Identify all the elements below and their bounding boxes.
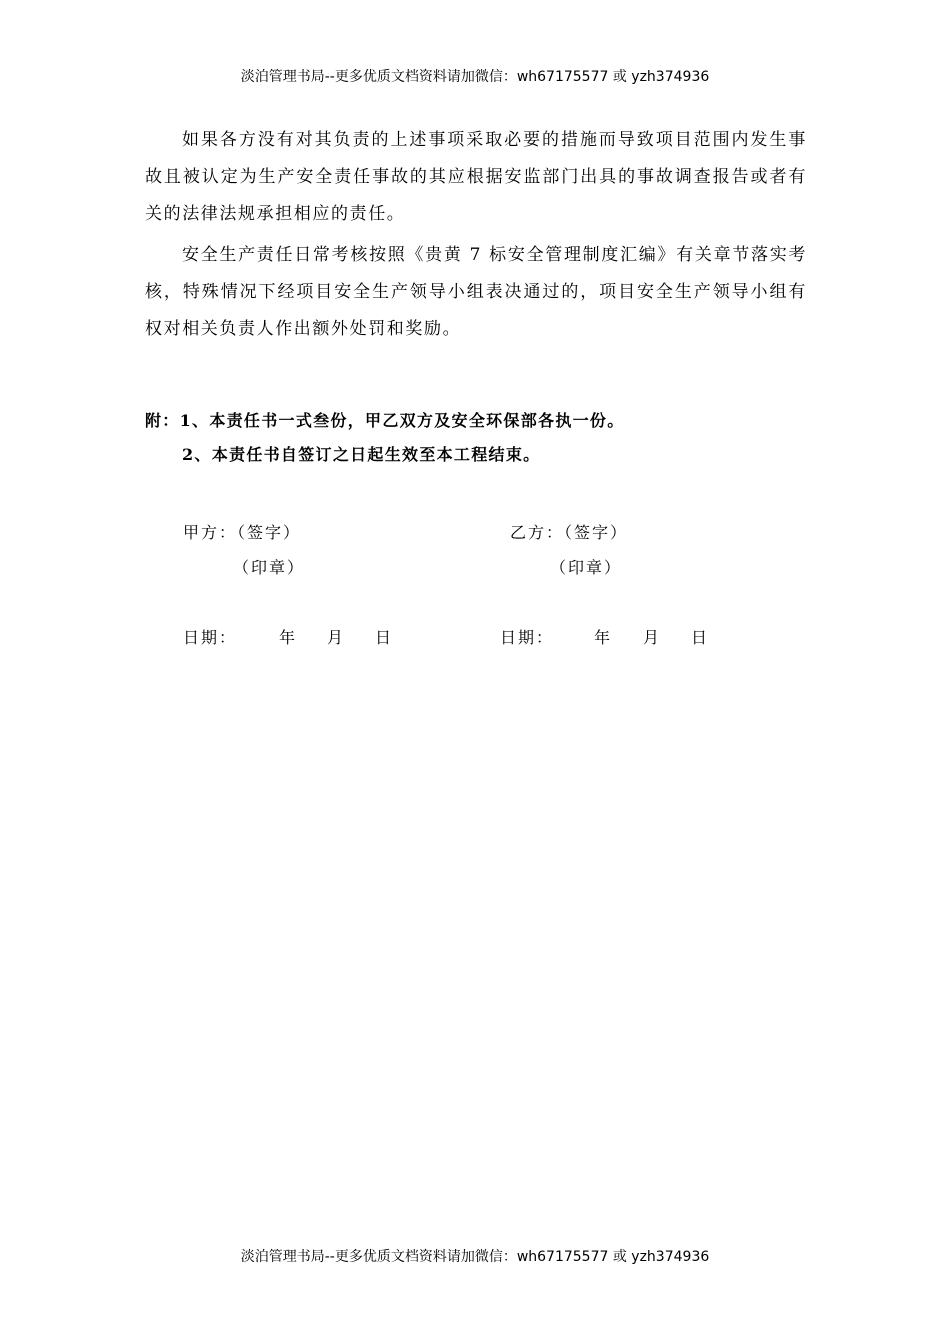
party-b-date-day: 日 bbox=[691, 628, 710, 647]
party-b-seal-label: （印章） bbox=[550, 558, 623, 577]
party-b-date-year: 年 bbox=[594, 628, 613, 647]
party-a-date-label: 日期： bbox=[183, 628, 238, 647]
party-b-signature-label: 乙方：（签字） bbox=[510, 523, 629, 542]
party-a-date-year: 年 bbox=[279, 628, 298, 647]
body-paragraph-liability: 如果各方没有对其负责的上述事项采取必要的措施而导致项目范围内发生事故且被认定为生产安全责任事故的其应根据安监部门出具的事故调查报告或者有关的法律法规承担相应的责任。 bbox=[145, 130, 807, 224]
body-paragraph-assessment: 安全生产责任日常考核按照《贵黄 7 标安全管理制度汇编》有关章节落实考核，特殊情况下经项目安全生产领导小组表决通过的，项目安全生产领导小组有权对相关负责人作出额外处罚和奖励。 bbox=[145, 245, 807, 339]
party-a-signature-label: 甲方：（签字） bbox=[183, 523, 302, 542]
page-footer: 淡泊管理书局--更多优质文档资料请加微信：wh67175577 或 yzh374936 bbox=[240, 1249, 710, 1265]
party-b-date-label: 日期： bbox=[500, 628, 555, 647]
party-a-date-day: 日 bbox=[375, 628, 394, 647]
party-a-seal-label: （印章） bbox=[233, 558, 306, 577]
page-header: 淡泊管理书局--更多优质文档资料请加微信：wh67175577 或 yzh374936 bbox=[240, 69, 710, 85]
party-a-date-month: 月 bbox=[327, 628, 346, 647]
party-b-date-month: 月 bbox=[643, 628, 662, 647]
appendix-item-copies: 附：1、本责任书一式叁份，甲乙双方及安全环保部各执一份。 bbox=[145, 411, 625, 430]
appendix-item-effective: 2、本责任书自签订之日起生效至本工程结束。 bbox=[182, 445, 541, 464]
